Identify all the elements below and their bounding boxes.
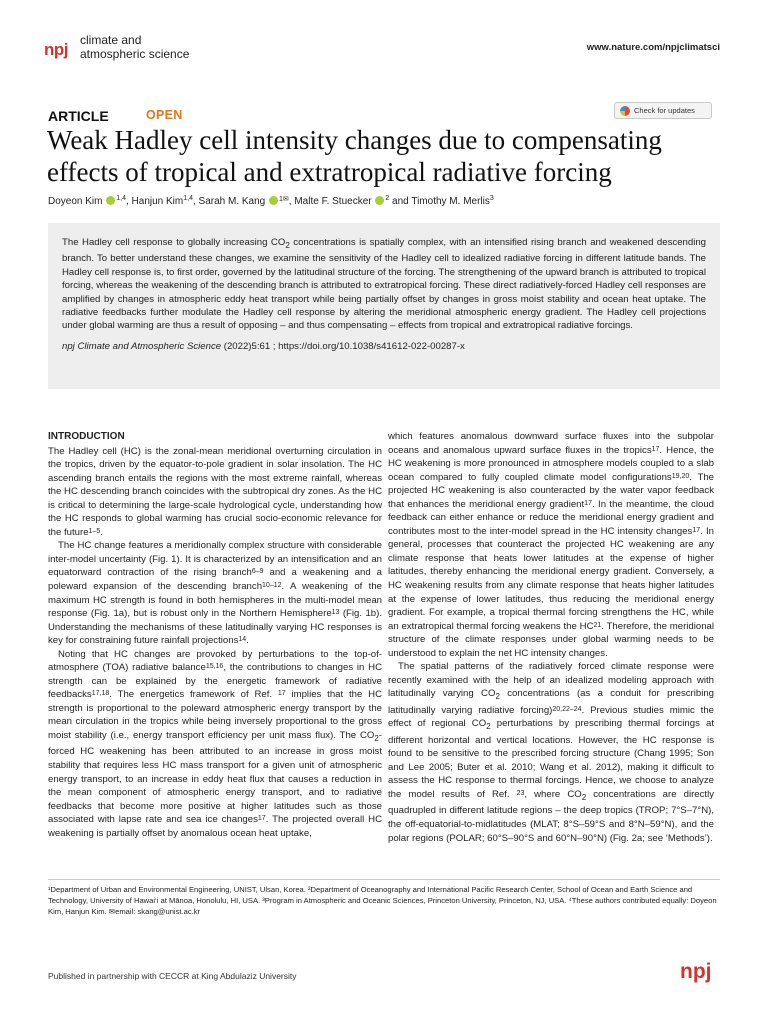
citation-ref[interactable]: 14	[238, 636, 247, 644]
author-affiliation-sup: 1✉	[279, 196, 289, 203]
citation-ref[interactable]: 17	[584, 499, 592, 507]
abstract-text-part: The Hadley cell response to globally increasing CO	[62, 237, 286, 248]
subscript: 2	[581, 792, 587, 802]
article-title: Weak Hadley cell intensity changes due to compensating effects of tropical and extratropical radiative forcing	[47, 125, 662, 187]
text: . The projected HC weakening is also counteracted by the water vapor feedback that enhances the meridional energy gradient	[388, 471, 714, 510]
journal-url-link[interactable]: www.nature.com/npjclimatsci	[586, 42, 720, 53]
citation-ref[interactable]: 17	[651, 445, 660, 453]
citation-ref[interactable]: 10–12	[262, 582, 282, 590]
check-for-updates-label: Check for updates	[634, 106, 695, 115]
text: . Hence, the HC weakening is more pronounced in atmosphere models coupled to a slab ocean compared to fully coupled climate model configurations	[388, 444, 714, 483]
citation-line	[62, 341, 706, 352]
author-affiliation-sup: 3	[489, 195, 494, 202]
journal-name-line1: climate and	[80, 33, 142, 47]
paragraph	[48, 648, 382, 841]
subscript: 2	[495, 692, 500, 702]
text: . In the meantime, the cloud feedback can either enhance or reduce the meridional energy gradient and contributes most to the inter-model spread in the HC intensity changes	[388, 498, 714, 537]
citation-ref[interactable]: 17	[277, 690, 286, 698]
author-name[interactable]: , Sarah M. Kang	[192, 196, 266, 207]
text: The Hadley cell (HC) is the zonal-mean meridional overturning circulation in the tropics, driven by the equator-to-pole gradient in solar insolation. The HC ascending branch entails the regions with the most extreme rainfall, whereas the HC descending branch coincides with the subtropical dry zones. As the HC is critical to determining the large-scale hydrological cycle, understanding how the HC responds to global warming has crucial socio-economic relevance for the future	[48, 445, 382, 538]
citation-ref[interactable]: 13	[331, 609, 340, 617]
text: . Therefore, the meridional structure of the climate responses under global warming needs to be understood to explain the net HC intensity changes.	[388, 620, 715, 659]
footer-divider	[48, 879, 720, 880]
citation-ref[interactable]: 21	[593, 621, 602, 629]
journal-name	[80, 33, 189, 61]
subscript: 2	[374, 733, 379, 743]
text: -forced HC weakening has been attributed to an increase in gross moist stability that requires less HC mass transport for a given unit of atmospheric energy transport, to an increase in eddy heat flux that causes a reduction in the mean component of atmospheric energy transport, and to radiative feedbacks that become more positive at higher latitudes such as those associated with lapse rate and sea ice changes	[48, 730, 382, 826]
paragraph: The Hadley cell (HC) is the zonal-mean meridional overturning circulation in the tropics, driven by the equator-to-pole gradient in solar insolation. The HC ascending branch entails the regions with the most extreme rainfall, whereas the HC descending branch coincides with the subtropical dry zones. As the HC is critical to determining the large-scale hydrological cycle, understanding how the HC responds to global warming has crucial socio-economic relevance for the future$^{1-5}$.	[48, 445, 382, 538]
text: (Fig. 1b). Understanding the mechanisms of these latitudinally varying HC responses is key for constraining future rainfall projections	[48, 608, 382, 647]
citation-ref[interactable]: 20,22–24	[552, 705, 582, 713]
text: which features anomalous downward surface fluxes into the subpolar oceans and anomalous upward surface fluxes in the tropics	[388, 431, 714, 456]
text: implies that the HC strength is proportional to the poleward atmospheric energy transport by the mean circulation in the tropics while being inversely proportional to the gross moist stability (i.e., energy transport efficiency per unit mass flux). The CO	[48, 689, 382, 742]
author-affiliation-sup: 1,4	[116, 195, 126, 202]
text: Noting that HC changes are provoked by perturbations to the top-of-atmosphere (TOA) radiative balance	[48, 648, 382, 674]
section-heading-introduction: INTRODUCTION	[48, 431, 125, 442]
citation-ref[interactable]: 19,20	[671, 472, 690, 480]
npj-footer-logo: npj	[680, 960, 712, 983]
text: and a weakening and a poleward expansion of the descending branch	[48, 567, 382, 593]
npj-logo[interactable]: npj	[44, 40, 68, 59]
citation-ref[interactable]: 23	[516, 790, 525, 798]
paragraph	[388, 660, 714, 845]
text: The spatial patterns of the radiatively forced climate response were recently examined with the help of an idealized modeling approach with latitudinally varying CO	[388, 661, 714, 700]
body-column-right	[388, 430, 714, 845]
check-for-updates-button[interactable]	[614, 102, 712, 119]
text: The HC change features a meridionally complex structure with considerable inter-model uncertainty (Fig. 1). It is characterized by an intensification and an equatorward contraction of the rising branch	[48, 540, 382, 579]
journal-name-line2: atmospheric science	[80, 47, 190, 61]
subscript: 2	[486, 722, 491, 732]
citation-ref[interactable]: 17	[257, 815, 266, 823]
abstract-text-part: concentrations is spatially complex, with an intensified rising branch and weakened descending branch. To better understand these changes, we examine the sensitivity of the Hadley cell to idealized radiative forcing in different latitude bands. The Hadley cell response is, to first order, governed by the latitudinal structure of the forcing. The strengthening of the upward branch is attributed to tropical forcing, whereas the weakening of the descending branch is attributed to extratropical forcing. These direct radiatively-forced Hadley cell responses are amplified by changes in atmospheric eddy heat transport while being partially offset by changes in gross moist stability and ocean heat uptake. The radiative feedbacks further modulate the Hadley cell response by altering the meridional atmospheric energy gradient. The Hadley cell projections under global warming are thus a result of opposing – and thus compensating – effects from tropical and extratropical radiative forcings.	[62, 237, 707, 332]
citation-ref[interactable]: 15,16	[205, 663, 224, 671]
citation-ref[interactable]: 1–5	[88, 527, 101, 535]
text: . The energetics framework of Ref.	[109, 689, 278, 701]
paragraph: The HC change features a meridionally complex structure with considerable inter-model uncertainty (Fig. 1). It is characterized by an intensification and an equatorward contraction of the rising branch$^{6-9}$ and a weakening and a poleward expansion of the descending branch$^{10-12}$. A weakening of the maximum HC strength is found in both hemispheres in the multi-model mean response (Fig. 1a), but is robust only in the Northern Hemisphere$^{13}$ (Fig. 1b). Understanding the mechanisms of these latitudinally varying HC responses is key for constraining future rainfall projections$^{14}$.	[48, 540, 382, 647]
author-name[interactable]: , Hanjun Kim	[125, 196, 184, 207]
citation-ref[interactable]: 17	[692, 526, 701, 534]
orcid-icon[interactable]	[106, 196, 115, 205]
text: . In general, processes that counteract the projected HC weakening are any climate response that heats lower latitudes at the expense of higher latitudes, thereby enhancing the meridional energy gradient. Conversely, a HC weakening results from any climate response that heats higher latitudes at the expense of lower latitudes, thus reducing the meridional energy gradient. For example, a tropical thermal forcing strengthens the HC, while an extratropical thermal forcing weakens the HC	[388, 525, 714, 632]
crossmark-icon	[620, 106, 630, 116]
orcid-icon[interactable]	[269, 196, 278, 205]
citation-ref[interactable]: 6–9	[251, 568, 264, 576]
abstract-box	[48, 223, 720, 389]
text: perturbations by prescribing thermal forcings at different horizontal and vertical locations. However, the HC response is found to be sensitive to the prescribed forcing structure (Chang 1995; Son and Lee 2005; Buter et al. 2010; Wang et al. 2012), making it difficult to assess the HC response to thermal forcings. Hence, we choose to analyze the model results of Ref.	[388, 718, 714, 801]
text: concentrations are directly quadrupled in different latitude regions – the deep tropics (TROP; 7°S–7°N), the off-equatorial-to-midlatitudes (MLAT; 8°S–59°S and 8°N–59°N), and the polar regions (POLAR; 60°S–90°S and 60°N–90°N) (Fig. 2a; see ‘Methods’).	[388, 789, 714, 844]
author-affiliation-sup: 1,4	[183, 195, 193, 202]
citation-doi[interactable]: (2022)5:61 ; https://doi.org/10.1038/s41612-022-00287-x	[221, 340, 465, 352]
text: concentrations (as a conduit for prescribing latitudinally varying radiative forcing)	[388, 688, 714, 716]
text: . A weakening of the maximum HC strength is found in both hemispheres in the multi-model mean response (Fig. 1a), but is robust only in the Northern Hemisphere	[48, 581, 382, 620]
text: . The projected overall HC weakening is partially offset by anomalous ocean heat uptake,	[48, 814, 382, 839]
author-affiliation-sup: 2	[385, 195, 390, 202]
author-list	[48, 196, 728, 207]
orcid-icon[interactable]	[375, 196, 384, 205]
abstract-text	[62, 236, 706, 333]
paragraph	[388, 430, 714, 660]
text: . Previous studies mimic the effect of regional CO	[388, 704, 714, 730]
citation-ref[interactable]: 17,18	[91, 690, 110, 698]
text: , the contributions to changes in HC strength can be explained by the energetic framework of radiative feedbacks	[48, 662, 382, 701]
subscript: 2	[285, 240, 290, 250]
open-access-label: OPEN	[146, 108, 183, 122]
citation-journal: npj Climate and Atmospheric Science	[62, 340, 222, 352]
author-name[interactable]: and Timothy M. Merlis	[389, 196, 490, 207]
text: , where CO	[524, 789, 582, 801]
author-name[interactable]: , Malte F. Stuecker	[288, 196, 372, 207]
article-type-label: ARTICLE	[48, 108, 109, 124]
publisher-note: Published in partnership with CECCR at King Abdulaziz University	[48, 971, 297, 981]
body-column-left	[48, 430, 382, 840]
author-affiliations: ¹Department of Urban and Environmental Engineering, UNIST, Ulsan, Korea. ²Department of Oceanography and International Pacific Research Center, School of Ocean and Earth Science and Technology, University of Hawai‘i at Mānoa, Honolulu, HI, USA. ³Program in Atmospheric and Oceanic Sciences, Princeton University, Princeton, NJ, USA. ⁴These authors contributed equally: Doyeon Kim, Hanjun Kim. ✉email: skang@unist.ac.kr	[48, 885, 717, 916]
author-name[interactable]: Doyeon Kim	[48, 196, 103, 207]
